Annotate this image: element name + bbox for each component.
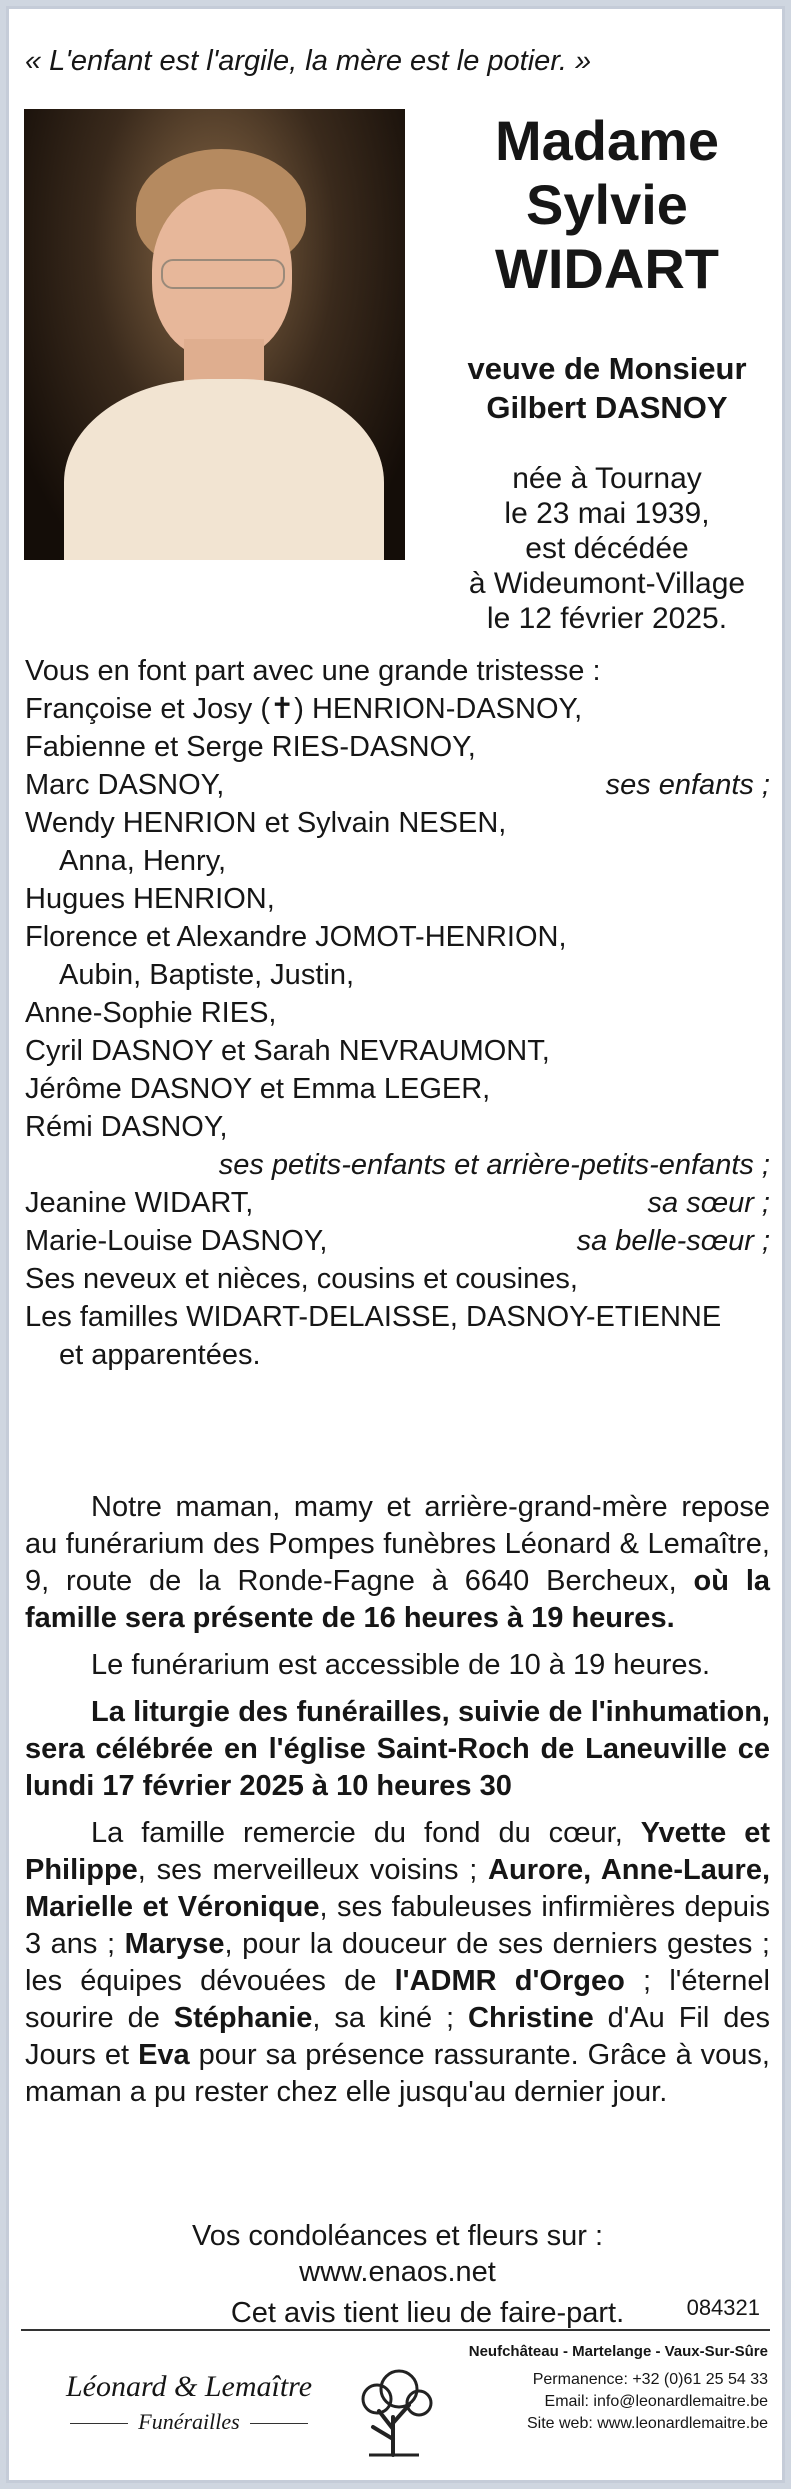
funeral-home-contact: [438, 2341, 768, 2435]
deceased-name: [439, 109, 775, 301]
family-line: [25, 842, 770, 880]
family-member: Hugues HENRION,: [25, 883, 275, 915]
family-member: et apparentées.: [59, 1339, 261, 1371]
family-member: Marc DASNOY,: [25, 769, 225, 801]
thanks-text: La famille remercie du fond du cœur,: [91, 1817, 641, 1849]
thanked-name: l'ADMR d'Orgeo: [394, 1965, 625, 1997]
family-role: sa sœur ;: [647, 1187, 770, 1219]
obituary-page: [6, 6, 785, 2483]
thanks-text: pour sa présence rassurante. Grâce à vous, maman a pu rester chez elle jusqu'au dernier jour.: [25, 2039, 770, 2108]
website-link[interactable]: www.enaos.net: [299, 2256, 496, 2288]
first-name: Sylvie: [526, 173, 688, 236]
thanks-text: , pour la douceur de ses derniers gestes ; les équipes dévouées de: [25, 1928, 770, 1997]
reference-number: 084321: [686, 2295, 760, 2320]
brand-name: Léonard & Lemaître: [65, 2370, 313, 2403]
family-line: [25, 1146, 770, 1184]
family-line: [25, 1336, 770, 1374]
thanks-text: , ses merveilleux voisins ;: [137, 1854, 489, 1886]
notice-body: [25, 1489, 770, 2121]
widow-line-1: veuve de Monsieur: [467, 351, 747, 386]
family-line: [25, 1298, 770, 1336]
thanks-text: d'Au Fil des Jours et: [25, 2002, 771, 2071]
family-role: ses enfants ;: [605, 769, 770, 801]
family-member: Ses neveux et nièces, cousins et cousines,: [25, 1263, 578, 1295]
birth-death-info: [439, 461, 775, 636]
condolences-text: Vos condoléances et fleurs sur :: [191, 2220, 604, 2252]
thanked-name: Christine: [468, 2002, 594, 2034]
family-role: sa belle-sœur ;: [576, 1225, 770, 1257]
family-member: Cyril DASNOY et Sarah NEVRAUMONT,: [25, 1035, 550, 1067]
widow-line-2: Gilbert DASNOY: [486, 390, 728, 425]
paragraph-thanks: [25, 1815, 770, 2111]
family-line: [25, 1260, 770, 1298]
thanked-name: Yvette et Philippe: [25, 1817, 770, 1886]
website[interactable]: Site web: www.leonardlemaitre.be: [526, 2415, 768, 2432]
birth-line: née à Tournay: [512, 462, 702, 495]
thanks-text: , ses fabuleuses infirmières depuis 3 ans ;: [25, 1891, 771, 1960]
family-list: [25, 652, 770, 1374]
family-role: ses petits-enfants et arrière-petits-enfants ;: [218, 1149, 770, 1181]
family-line: [25, 728, 770, 766]
phone[interactable]: Permanence: +32 (0)61 25 54 33: [532, 2371, 768, 2388]
family-member: Florence et Alexandre JOMOT-HENRION,: [25, 921, 567, 953]
portrait-photo: [24, 109, 405, 560]
family-intro: Vous en font part avec une grande tristesse :: [25, 655, 601, 687]
thanked-name: Aurore, Anne-Laure, Marielle et Véronique: [25, 1854, 771, 1923]
family-line: [25, 918, 770, 956]
last-name: WIDART: [495, 237, 719, 300]
family-member: Aubin, Baptiste, Justin,: [59, 959, 354, 991]
paragraph-liturgy: La liturgie des funérailles, suivie de l'inhumation, sera célébrée en l'église Saint-Roch de Laneuville ce lundi 17 février 2025 à 10 heures 30: [25, 1696, 770, 1802]
family-member: Les familles WIDART-DELAISSE, DASNOY-ETIENNE: [25, 1301, 722, 1333]
brand-subtitle: Funérailles: [39, 2407, 339, 2437]
footer-divider: [21, 2329, 770, 2331]
notice-text: Cet avis tient lieu de faire-part.: [230, 2297, 625, 2329]
family-line: [25, 690, 770, 728]
name-title: Madame: [494, 109, 720, 172]
thanked-name: Stéphanie: [173, 2002, 313, 2034]
thanked-name: Maryse: [124, 1928, 225, 1960]
thanked-name: Eva: [138, 2039, 190, 2071]
family-line: [25, 1032, 770, 1070]
family-line: [25, 1070, 770, 1108]
paragraph-wake: Notre maman, mamy et arrière-grand-mère repose au funérarium des Pompes funèbres Léonard & Lemaître, 9, route de la Ronde-Fagne à 6640 Bercheux, où la famille sera présente de 16 heures à 19 heures.: [25, 1491, 771, 1634]
funeral-home-logo: [39, 2367, 339, 2437]
tree-logo-icon: [349, 2359, 439, 2459]
family-line: [25, 1108, 770, 1146]
family-member: Jeanine WIDART,: [25, 1187, 254, 1219]
quote: « L'enfant est l'argile, la mère est le potier. »: [25, 45, 592, 77]
email[interactable]: Email: info@leonardlemaitre.be: [544, 2393, 768, 2410]
family-line: [25, 1184, 770, 1222]
family-member: Anne-Sophie RIES,: [25, 997, 277, 1029]
family-line: [25, 880, 770, 918]
family-member: Marie-Louise DASNOY,: [25, 1225, 328, 1257]
family-line: [25, 1222, 770, 1260]
locations: Neufchâteau - Martelange - Vaux-Sur-Sûre: [468, 2343, 768, 2360]
birth-line: est décédée: [525, 532, 689, 565]
family-member: Jérôme DASNOY et Emma LEGER,: [25, 1073, 491, 1105]
family-member: Fabienne et Serge RIES-DASNOY,: [25, 731, 476, 763]
thanks-text: ; l'éternel sourire de: [25, 1965, 770, 2034]
paragraph-funerarium: Le funérarium est accessible de 10 à 19 heures.: [91, 1649, 711, 1681]
family-line: [25, 956, 770, 994]
family-member: Rémi DASNOY,: [25, 1111, 228, 1143]
family-line: [25, 994, 770, 1032]
family-line: [25, 804, 770, 842]
family-member: Wendy HENRION et Sylvain NESEN,: [25, 807, 507, 839]
thanks-text: , sa kiné ;: [312, 2002, 469, 2034]
family-member: Françoise et Josy (✝) HENRION-DASNOY,: [25, 693, 583, 725]
widow-of: [439, 349, 775, 427]
birth-line: le 12 février 2025.: [486, 602, 728, 635]
birth-line: le 23 mai 1939,: [504, 497, 710, 530]
family-line: [25, 766, 770, 804]
family-member: Anna, Henry,: [59, 845, 227, 877]
birth-line: à Wideumont-Village: [468, 567, 746, 600]
